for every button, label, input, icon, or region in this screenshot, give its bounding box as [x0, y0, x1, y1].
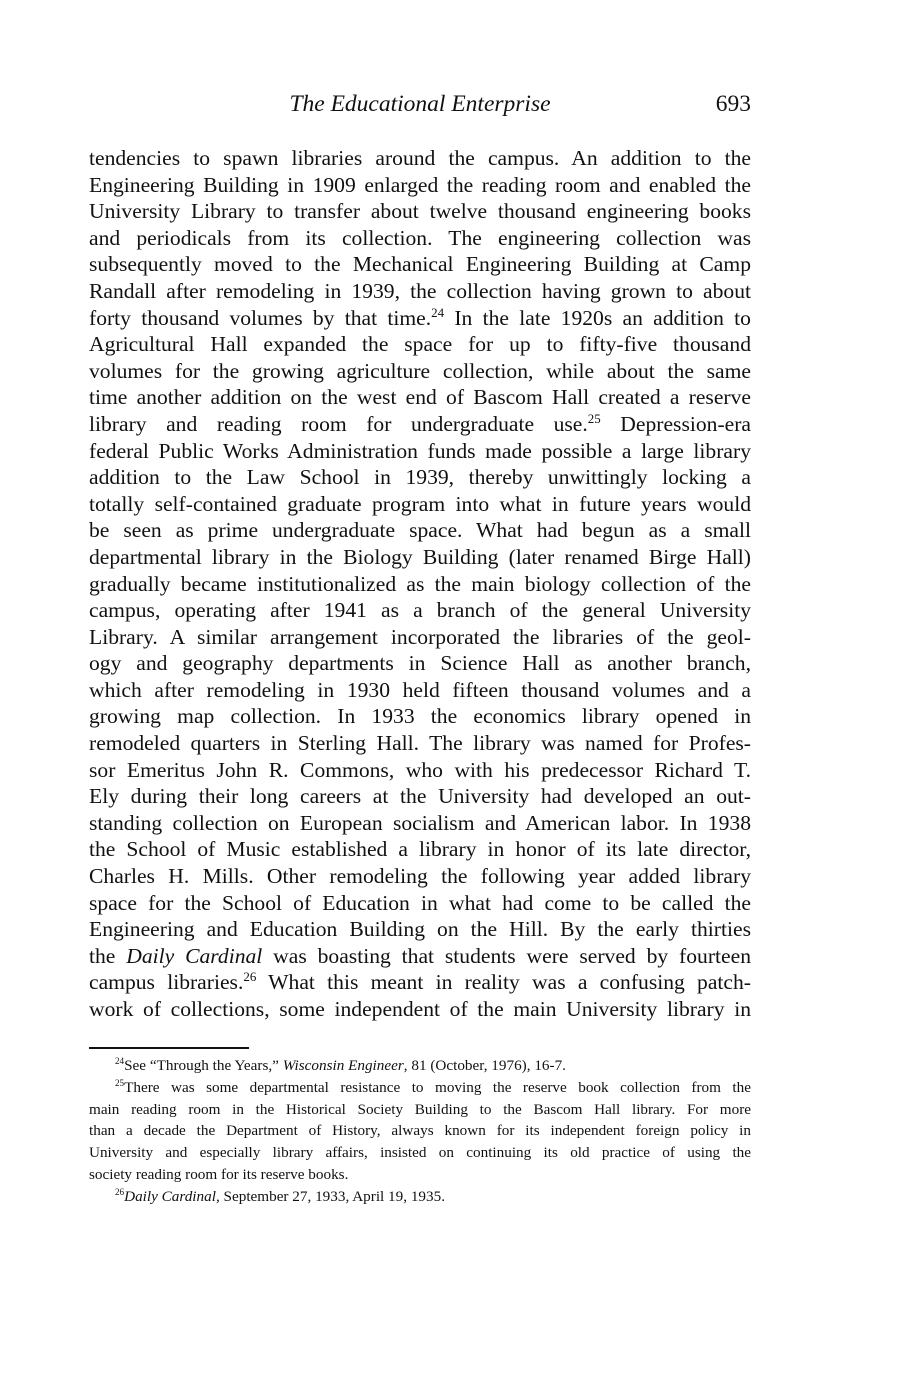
footnote-line: main reading room in the Historical Society Building to the Bascom Hall library. For more: [89, 1100, 751, 1118]
body-line: [89, 969, 751, 996]
running-head: [89, 88, 751, 120]
body-line: Agricultural Hall expanded the space for up to fifty-five thousand: [89, 332, 751, 357]
body-text-run: library and reading room for undergraduate use.: [89, 411, 588, 436]
body-text-run: the: [89, 943, 127, 968]
footnote-ref-24[interactable]: 24: [431, 304, 445, 320]
body-text-run: What this meant in reality was a confusing patch-: [256, 970, 752, 995]
footnote-divider: [89, 1047, 249, 1049]
footnote-25: [89, 1077, 751, 1099]
body-line: work of collections, some independent of the main University library in: [89, 997, 751, 1021]
body-line: totally self-contained graduate program into what in future years would: [89, 491, 751, 516]
publication-title: Daily Cardinal: [126, 943, 263, 968]
body-text-run: In the late 1920s an addition to: [444, 305, 751, 330]
footnote-ref-26[interactable]: 26: [243, 969, 257, 985]
footnote-number: 25: [115, 1077, 125, 1088]
footnote-text: , 81 (October, 1976), 16-7.: [403, 1057, 566, 1074]
body-line: space for the School of Education in what had come to be called the: [89, 890, 751, 915]
footnote-number: 24: [115, 1055, 125, 1066]
page-number: 693: [715, 91, 751, 117]
body-line: growing map collection. In 1933 the economics library opened in: [89, 704, 751, 729]
body-line: volumes for the growing agriculture collection, while about the same: [89, 358, 751, 383]
body-line: ogy and geography departments in Science Hall as another branch,: [89, 651, 751, 676]
body-line: standing collection on European socialism and American labor. In 1938: [89, 810, 751, 835]
body-line: Ely during their long careers at the University had developed an out-: [89, 784, 751, 809]
footnote-text: There was some departmental resistance to moving the reserve book collection from the: [124, 1078, 751, 1096]
body-line: campus, operating after 1941 as a branch of the general University: [89, 598, 751, 623]
footnote-number: 26: [115, 1186, 125, 1197]
body-line: [89, 943, 751, 970]
body-text-run: campus libraries.: [89, 970, 244, 995]
body-text-run: forty thousand volumes by that time.: [89, 305, 432, 330]
footnote-line: University and especially library affairs, insisted on continuing its old practice of using the: [89, 1144, 751, 1162]
body-line: Engineering and Education Building on the Hill. By the early thirties: [89, 917, 751, 942]
publication-title: Daily Cardinal: [124, 1187, 216, 1205]
footnotes: [89, 1055, 751, 1208]
body-text-run: Depression-era: [600, 411, 751, 436]
body-text-run: was boasting that students were served by fourteen: [262, 943, 751, 968]
body-line: the School of Music established a library in honor of its late director,: [89, 837, 751, 862]
body-line: be seen as prime undergraduate space. What had begun as a small: [89, 518, 751, 543]
body-line: time another addition on the west end of Bascom Hall created a reserve: [89, 385, 751, 410]
body-line: and periodicals from its collection. The engineering collection was: [89, 225, 751, 250]
body-paragraph: [89, 145, 751, 1023]
body-line: Charles H. Mills. Other remodeling the following year added library: [89, 864, 751, 889]
publication-title: Wisconsin Engineer: [282, 1057, 404, 1074]
body-line: University Library to transfer about twelve thousand engineering books: [89, 199, 751, 224]
body-line: [89, 305, 751, 332]
body-line: federal Public Works Administration funds made possible a large library: [89, 438, 751, 463]
body-line: gradually became institutionalized as the main biology collection of the: [89, 571, 751, 596]
footnote-24: [89, 1055, 751, 1077]
footnote-26: [89, 1186, 751, 1208]
footnote-line: society reading room for its reserve books.: [89, 1165, 349, 1183]
footnote-line: than a decade the Department of History, always known for its independent foreign policy in: [89, 1122, 751, 1140]
body-line: sor Emeritus John R. Commons, who with his predecessor Richard T.: [89, 757, 751, 782]
footnote-ref-25[interactable]: 25: [587, 410, 601, 426]
body-line: subsequently moved to the Mechanical Engineering Building at Camp: [89, 252, 751, 277]
body-line: departmental library in the Biology Building (later renamed Birge Hall): [89, 544, 751, 569]
body-line: remodeled quarters in Sterling Hall. The library was named for Profes-: [89, 731, 751, 756]
running-title: The Educational Enterprise: [289, 91, 551, 117]
footnote-text: See “Through the Years,”: [124, 1057, 283, 1074]
body-line: Engineering Building in 1909 enlarged the reading room and enabled the: [89, 172, 751, 197]
body-line: tendencies to spawn libraries around the campus. An addition to the: [89, 146, 751, 170]
body-line: which after remodeling in 1930 held fifteen thousand volumes and a: [89, 677, 751, 702]
body-line: Library. A similar arrangement incorporated the libraries of the geol-: [89, 624, 751, 649]
footnote-text: , September 27, 1933, April 19, 1935.: [215, 1187, 446, 1205]
body-line: addition to the Law School in 1939, thereby unwittingly locking a: [89, 465, 751, 490]
body-line: [89, 411, 751, 438]
body-line: Randall after remodeling in 1939, the collection having grown to about: [89, 278, 751, 303]
